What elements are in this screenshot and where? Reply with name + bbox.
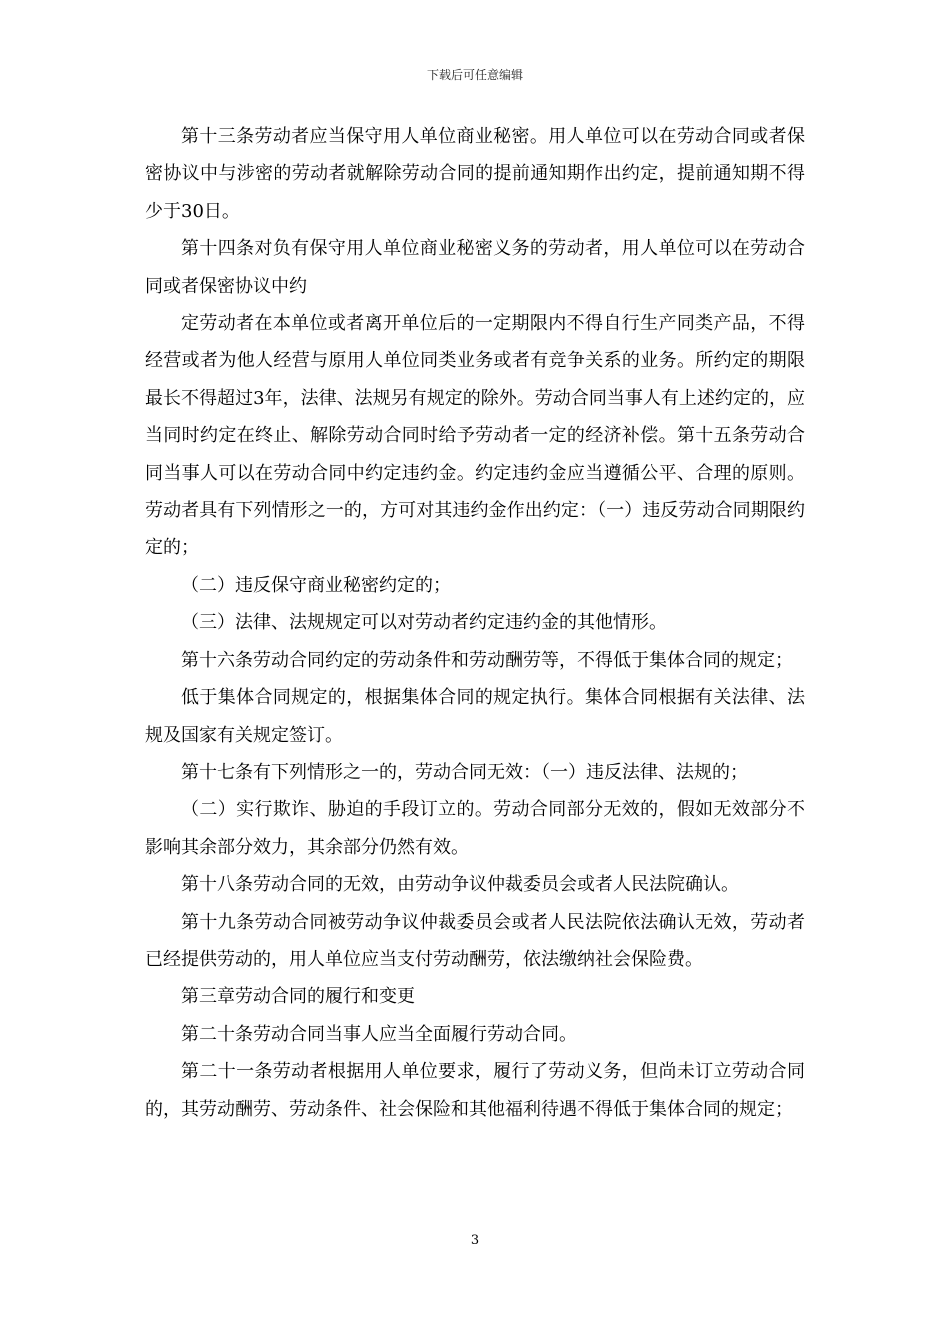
page-number: 3 [470, 1233, 480, 1248]
paragraph-article-16: 第十六条劳动合同约定的劳动条件和劳动酬劳等，不得低于集体合同的规定； [181, 649, 793, 671]
paragraph-article-17: 第十七条有下列情形之一的，劳动合同无效：（一）违反法律、法规的； [181, 761, 748, 783]
paragraph-article-18: 第十八条劳动合同的无效，由劳动争议仲裁委员会或者人民法院确认。 [181, 874, 739, 896]
page-header: 下载后可任意编辑 [426, 68, 523, 82]
paragraph-article-16-cont: 低于集体合同规定的，根据集体合同的规定执行。集体合同根据有关法律、法规及国家有关规定签订。 [145, 687, 805, 746]
paragraph-item-3: （三）法律、法规规定可以对劳动者约定违约金的其他情形。 [181, 612, 667, 634]
paragraph-article-14: 第十四条对负有保守用人单位商业秘密义务的劳动者，用人单位可以在劳动合同或者保密协议中约 [145, 238, 805, 297]
paragraph-article-20: 第二十条劳动合同当事人应当全面履行劳动合同。 [181, 1023, 577, 1045]
paragraph-item-2: （二）违反保守商业秘密约定的； [181, 574, 451, 596]
paragraph-article-21: 第二十一条劳动者根据用人单位要求，履行了劳动义务，但尚未订立劳动合同的，其劳动酬劳、劳动条件、社会保险和其他福利待遇不得低于集体合同的规定； [145, 1061, 805, 1120]
chapter-3-heading: 第三章劳动合同的履行和变更 [181, 986, 415, 1008]
paragraph-article-13: 第十三条劳动者应当保守用人单位商业秘密。用人单位可以在劳动合同或者保密协议中与涉密的劳动者就解除劳动合同的提前通知期作出约定，提前通知期不得少于30日。 [145, 126, 805, 222]
paragraph-article-19: 第十九条劳动合同被劳动争议仲裁委员会或者人民法院依法确认无效，劳动者已经提供劳动的，用人单位应当支付劳动酬劳，依法缴纳社会保险费。 [145, 911, 805, 970]
paragraph-article-17-cont: （二）实行欺诈、胁迫的手段订立的。劳动合同部分无效的，假如无效部分不影响其余部分效力，其余部分仍然有效。 [145, 799, 805, 858]
paragraph-article-14-cont: 定劳动者在本单位或者离开单位后的一定期限内不得自行生产同类产品，不得经营或者为他人经营与原用人单位同类业务或者有竞争关系的业务。所约定的期限最长不得超过3年，法律、法规另有规定的除外。劳动合同当事人有上述约定的，应当同时约定在终止、解除劳动合同时给予劳动者一定的经济补偿。第十五条劳动合同当事人可以在劳动合同中约定违约金。约定违约金应当遵循公平、合理的原则。劳动者具有下列情形之一的，方可对其违约金作出约定：（一）违反劳动合同期限约定的； [145, 313, 805, 559]
document-body [145, 118, 805, 1128]
